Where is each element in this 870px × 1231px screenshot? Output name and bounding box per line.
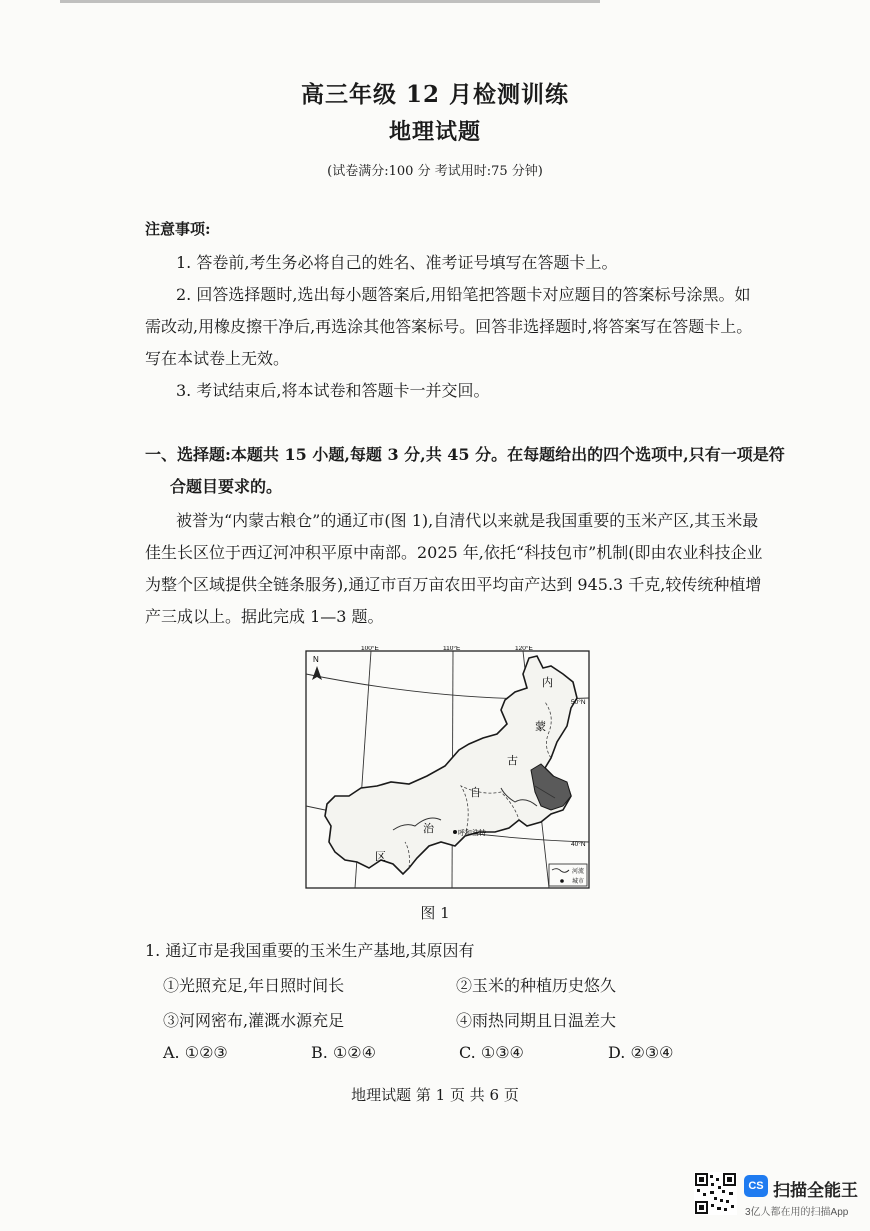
option-letter: C. xyxy=(459,1043,476,1062)
question-1-item-4: ④雨热同期且日温差大 xyxy=(456,1011,617,1030)
question-1-stem: 1. 通辽市是我国重要的玉米生产基地,其原因有 xyxy=(145,941,475,960)
region-char: 古 xyxy=(507,754,518,767)
region-char: 蒙 xyxy=(535,720,546,733)
option-letter: B. xyxy=(311,1043,328,1062)
lon-label-100e: 100°E xyxy=(361,646,379,652)
passage-line-3: 为整个区域提供全链条服务),通辽市百万亩农田平均亩产达到 945.3 千克,较传统种植增 xyxy=(145,575,762,594)
notice-item-2-line-1: 2. 回答选择题时,选出每小题答案后,用铅笔把答题卡对应题目的答案标号涂黑。如 xyxy=(176,285,751,304)
lat-label-40n: 40°N xyxy=(571,841,586,848)
option-b xyxy=(311,1043,376,1062)
legend-river-label: 河流 xyxy=(572,868,585,875)
subject-title: 地理试题 xyxy=(388,119,481,145)
notice-item-2-line-2: 需改动,用橡皮擦干净后,再选涂其他答案标号。回答非选择题时,将答案写在答题卡上。 xyxy=(145,317,753,336)
exam-title: 高三年级 12 月检测训练 xyxy=(300,81,570,108)
question-1-item-1: ①光照充足,年日照时间长 xyxy=(163,976,345,995)
passage-line-4: 产三成以上。据此完成 1—3 题。 xyxy=(145,607,384,626)
scan-edge-line xyxy=(60,0,600,3)
notice-item-2-line-3: 写在本试卷上无效。 xyxy=(145,349,290,368)
notice-heading: 注意事项: xyxy=(145,220,211,238)
region-char: 区 xyxy=(375,850,386,863)
option-text: ①②④ xyxy=(332,1043,376,1062)
camscanner-logo-icon: CS xyxy=(744,1175,768,1197)
camscanner-tagline: 3亿人都在用的扫描App xyxy=(745,1207,849,1218)
passage-line-2: 佳生长区位于西辽河冲积平原中南部。2025 年,依托“科技包市”机制(即由农业科技企业 xyxy=(145,543,763,562)
city-legend-icon xyxy=(560,879,564,883)
figure-caption: 图 1 xyxy=(420,904,450,922)
notice-item-1: 1. 答卷前,考生务必将自己的姓名、准考证号填写在答题卡上。 xyxy=(176,253,618,272)
passage-line-1: 被誉为“内蒙古粮仓”的通辽市(图 1),自清代以来就是我国重要的玉米产区,其玉米最 xyxy=(176,511,759,530)
option-a xyxy=(163,1043,228,1062)
figure-1-map xyxy=(305,646,590,889)
lon-label-120e: 120°E xyxy=(515,646,533,652)
option-text: ①③④ xyxy=(480,1043,524,1062)
legend-city-label: 城市 xyxy=(572,878,585,885)
page-footer: 地理试题 第 1 页 共 6 页 xyxy=(351,1086,519,1104)
exam-meta: (试卷满分:100 分 考试用时:75 分钟) xyxy=(327,164,543,179)
map-svg xyxy=(305,646,590,889)
region-char: 治 xyxy=(423,822,434,835)
option-text: ②③④ xyxy=(630,1043,674,1062)
north-label: N xyxy=(313,655,319,664)
option-text: ①②③ xyxy=(184,1043,228,1062)
section-1-heading: 一、选择题:本题共 15 小题,每题 3 分,共 45 分。在每题给出的四个选项中,只有一项是符 xyxy=(145,445,785,464)
option-letter: D. xyxy=(608,1043,626,1062)
camscanner-name: 扫描全能王 xyxy=(773,1181,858,1200)
region-char: 内 xyxy=(542,676,553,689)
qr-code-icon xyxy=(694,1172,737,1215)
question-1-item-2: ②玉米的种植历史悠久 xyxy=(456,976,617,995)
region-char: 自 xyxy=(470,786,481,799)
question-1-item-3: ③河网密布,灌溉水源充足 xyxy=(163,1011,345,1030)
city-dot-icon xyxy=(453,830,457,834)
notice-item-3: 3. 考试结束后,将本试卷和答题卡一并交回。 xyxy=(176,381,490,400)
section-1-heading-cont: 合题目要求的。 xyxy=(170,477,283,496)
option-d xyxy=(608,1043,673,1062)
lon-label-110e: 110°E xyxy=(443,646,461,652)
city-label-hohhot: 呼和浩特 xyxy=(458,829,486,837)
option-c xyxy=(459,1043,524,1062)
lat-label-50n: 50°N xyxy=(571,699,586,706)
option-letter: A. xyxy=(163,1043,180,1062)
